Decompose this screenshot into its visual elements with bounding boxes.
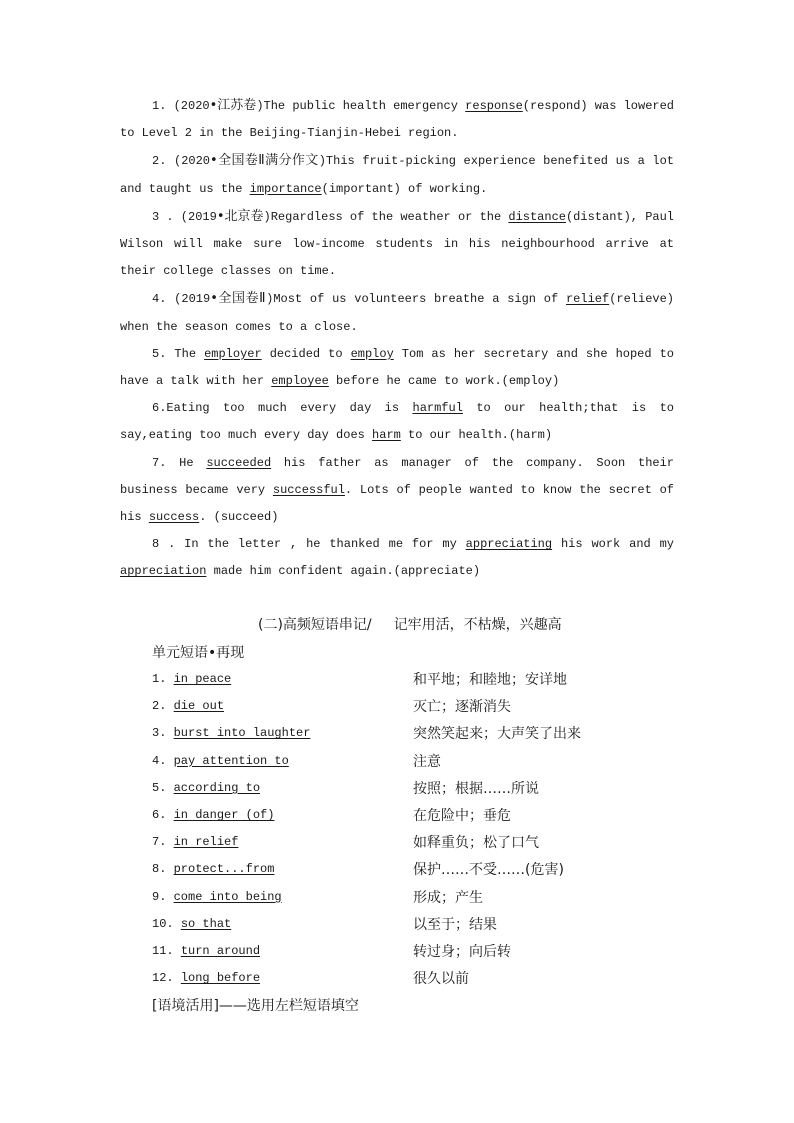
exercise-text: Tom as her secretary and she hoped to have a talk with her [120,346,674,389]
phrase-row [152,775,672,802]
phrase-number: 5. [152,780,174,795]
phrase-term: in peace [173,672,232,686]
phrase-term: in relief [173,835,239,850]
phrase-number: 11. [152,944,181,958]
exercise-item [120,203,674,286]
phrase-english [152,835,238,849]
phrase-english [152,781,260,795]
phrase-number: 12. [152,971,181,986]
phrase-number: 1. [152,672,174,686]
phrase-row [152,938,672,965]
phrase-english [152,890,282,904]
phrase-meaning: 转过身；向后转 [413,944,511,960]
section-title-left: (二)高频短语串记/ [258,617,372,633]
phrase-english [152,808,274,822]
phrase-term: die out [173,699,225,714]
exercise-text: 7. He [152,455,207,470]
answer-word: harm [372,428,401,443]
exercise-text: to our health;that is to say,eating too much every day does [120,401,674,443]
phrase-number: 3. [152,726,174,741]
answer-word: employ [350,346,394,361]
answer-word: succeeded [206,455,272,470]
phrase-english [152,971,260,985]
phrase-meaning: 和平地；和睦地；安详地 [413,672,567,688]
exercise-text: . Lots of people wanted to know the secret of his [120,482,674,525]
exercise-text: his father as manager of the company. Soon their business became very [120,455,674,497]
phrase-row [152,720,672,747]
answer-word: appreciating [465,537,553,552]
phrase-meaning: 注意 [413,753,441,770]
phrase-number: 10. [152,916,181,931]
phrase-row [152,965,672,992]
source-label: •北京卷 [216,208,264,224]
exercise-text: )Most of us volunteers breathe a sign of [266,292,566,307]
exercise-text: to our health.(harm) [400,428,553,443]
exercise-text: (relieve) when the season comes to a close. [120,292,674,334]
exercise-text: )This fruit-picking experience benefited us a lot and taught us the [120,154,674,196]
exercise-text: before he came to work.(employ) [328,374,560,389]
answer-word: harmful [412,401,463,416]
answer-word: employee [271,374,329,389]
phrase-row [152,829,672,856]
phrase-number: 4. [152,753,174,768]
phrase-meaning: 在危险中；垂危 [413,808,511,824]
phrase-row [152,884,672,911]
answer-word: successful [272,482,345,497]
exercise-text: 6.Eating too much every day is [152,401,413,416]
phrase-meaning: 形成；产生 [413,889,483,906]
phrase-meaning: 如释重负；松了口气 [413,835,539,852]
exercise-item [120,147,674,202]
exercise-text: (distant), Paul Wilson will make sure low-income students in his neighbourhood arrive at their college classes on time. [120,209,675,279]
phrase-number: 2. [152,699,174,714]
exercise-item [120,92,674,147]
phrase-meaning: 突然笑起来；大声笑了出来 [413,726,581,743]
phrase-number: 7. [152,835,174,850]
source-label: •全国卷Ⅱ [210,291,267,307]
exercise-text: his work and my [552,537,675,552]
phrase-meaning: 灭亡；逐渐消失 [413,699,511,716]
section-footer: [语境活用]——选用左栏短语填空 [152,998,359,1014]
phrase-english [152,699,224,713]
phrase-row [152,666,672,693]
answer-word: distance [508,209,566,224]
phrase-meaning: 保护……不受……(危害) [413,862,564,879]
phrase-row [152,748,672,775]
phrase-number: 6. [152,808,174,822]
exercise-item [120,450,674,532]
exercise-text: 4. (2019 [152,292,211,307]
exercise-text: 8 . In the letter , he thanked me for my [152,537,466,552]
exercise-list [120,92,674,586]
exercise-text: . (succeed) [199,510,279,525]
exercise-text: 3 . (2019 [152,209,217,224]
phrase-english [152,917,231,931]
source-label: •全国卷Ⅱ满分作文 [210,153,319,169]
section-title-right: 记牢用活，不枯燥，兴趣高 [393,617,562,633]
phrase-term: turn around [180,944,261,958]
exercise-item [120,341,674,395]
answer-word: employer [204,346,262,361]
exercise-item [120,285,674,340]
exercise-text: (respond) was lowered to Level 2 in the Beijing-Tianjin-Hebei region. [120,99,675,141]
phrase-term: protect...from [173,862,275,877]
answer-word: success [148,510,200,525]
phrase-row [152,856,672,883]
phrase-term: long before [180,971,261,986]
answer-word: relief [565,292,610,307]
phrase-number: 9. [152,889,174,904]
phrase-row [152,693,672,720]
phrase-term: so that [180,916,232,931]
phrase-term: come into being [173,889,282,904]
phrase-meaning: 以至于；结果 [413,916,497,933]
exercise-text: decided to [261,346,351,361]
exercise-item [120,395,674,449]
answer-word: appreciation [120,564,207,579]
phrase-term: burst into laughter [173,726,311,741]
phrase-meaning: 很久以前 [413,971,469,988]
phrase-row [152,802,672,829]
answer-word: response [465,99,523,113]
phrase-meaning: 按照；根据……所说 [413,780,539,797]
phrase-english [152,754,289,768]
exercise-text: (important) of working. [321,181,488,196]
phrase-english [152,726,310,740]
section-subtitle: 单元短语•再现 [152,645,245,661]
phrase-term: pay attention to [173,753,289,768]
exercise-text: 1. (2020 [152,99,210,113]
phrase-english [152,862,274,876]
phrase-english [152,944,260,958]
exercise-text: 5. The [152,346,205,361]
phrase-english [152,672,231,686]
phrase-row [152,911,672,938]
exercise-text: )The public health emergency [256,99,466,113]
exercise-text: )Regardless of the weather or the [263,209,509,224]
answer-word: importance [249,181,322,196]
phrase-term: according to [173,780,261,795]
exercise-text: 2. (2020 [152,154,211,169]
exercise-text: made him confident again.(appreciate) [206,564,481,579]
exercise-item [120,531,674,585]
phrase-number: 8. [152,862,174,877]
source-label: •江苏卷 [209,98,257,113]
section-title [258,614,562,634]
phrase-term: in danger (of) [173,808,275,822]
